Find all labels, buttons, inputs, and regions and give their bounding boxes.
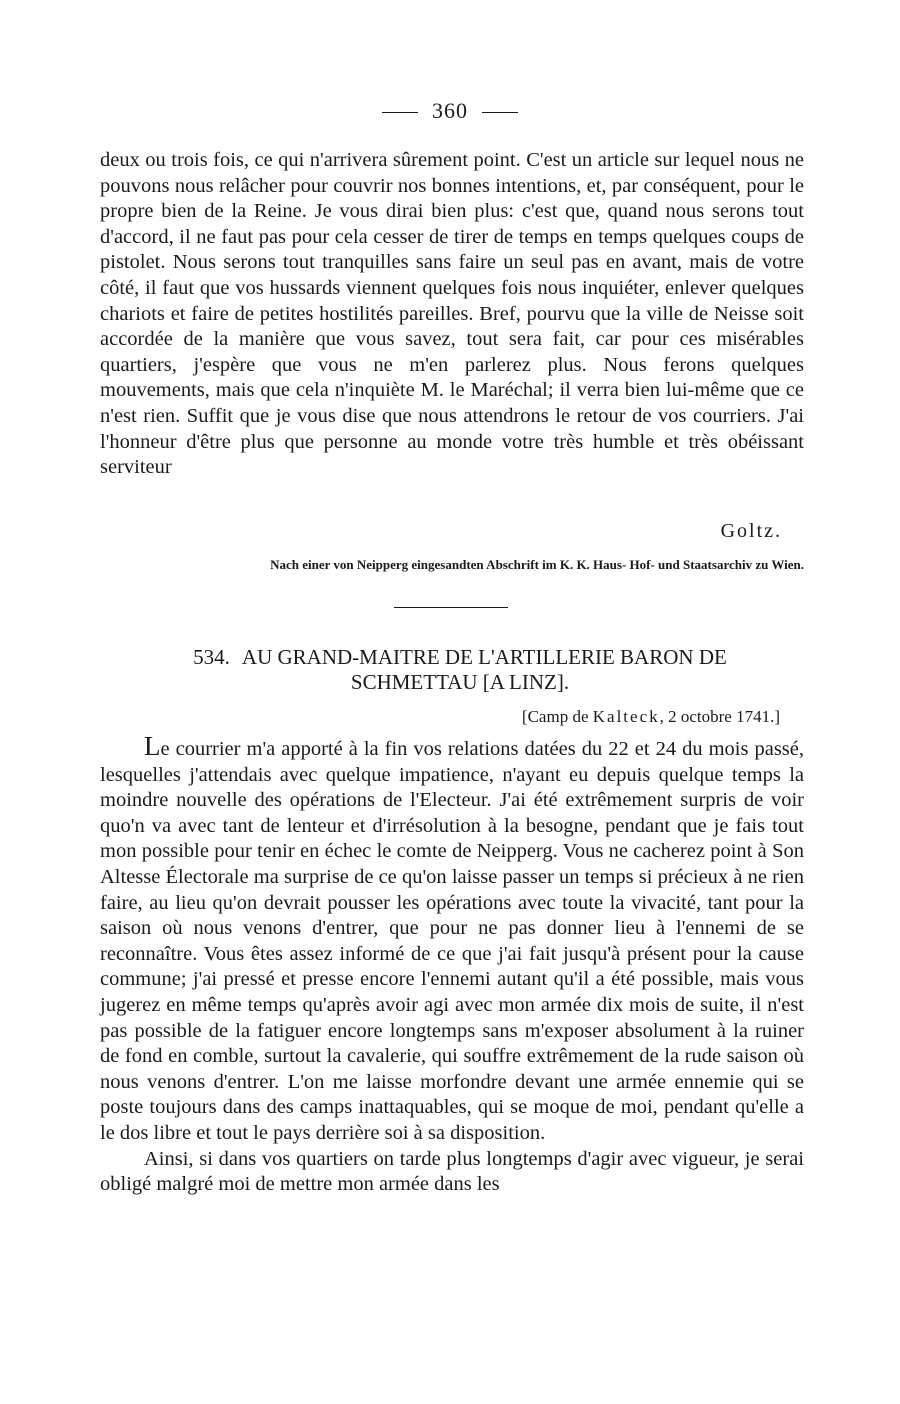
letter-dateline [522,707,780,727]
section-separator [394,607,508,608]
letter-paragraph-1 [100,731,804,1147]
dateline-place: Kalteck [592,707,660,726]
letter-heading-line-2: SCHMETTAU [A LINZ]. [350,670,570,694]
letter-paragraph-2: Ainsi, si dans vos quartiers on tarde plus longtemps d'agir avec vigueur, je serai obligé malgré moi de mettre mon armée dans les [100,1147,804,1196]
letter-heading [130,645,790,695]
continued-paragraph: deux ou trois fois, ce qui n'arrivera sûrement point. C'est un article sur lequel nous ne pouvons nous relâcher pour couvrir nos bonnes intentions, et, par conséquent, pour le propre bien de la Reine. Je vous dirai bien plus: c'est que, quand nous serons tout d'accord, il ne faut pas pour cela cesser de tirer de temps en temps quelques coups de pistolet. Nous serons tout tranquilles sans faire un seul pas en avant, mais de votre côté, il faut que vos hussards viennent quelques fois nous inquiéter, enlever quelques chariots et faire de petites hostilités pareilles. Bref, pourvu que la ville de Neisse soit accordée de la manière que vous savez, tout sera fait, car pour ces misérables quartiers, j'espère que vous ne m'en parlerez plus. Nous ferons quelques mouvements, mais que cela n'inquiète M. le Maréchal; il verra bien lui-même que ce n'est rien. Suffit que je vous dise que nous attendrons le retour de vos courriers. J'ai l'honneur d'être plus que personne au monde votre très humble et très obéissant serviteur [100,149,804,479]
letter-heading-line-1 [130,645,790,670]
page-number-dash-right [482,112,518,113]
letter-body [100,731,804,1198]
source-note: Nach einer von Neipperg eingesandten Abschrift im K. K. Haus- Hof- und Staatsarchiv zu Wien. [270,557,804,572]
dateline-open: [Camp de [521,707,593,726]
letter-initial: L [144,731,161,761]
page-number-header [0,98,900,124]
continued-letter-text [100,148,804,481]
page-number: 360 [432,98,468,123]
letter-number: 534. [193,645,230,669]
letter-paragraph-1-text: e courrier m'a apporté à la fin vos relations datées du 22 et 24 du mois passé, lesquelles j'attendais avec quelque impatience, n'ayant eu depuis quelque temps la moindre nouvelle des opérations de l'Electeur. J'ai été extrêmement surpris de voir quo'n va avec tant de lenteur et d'irrésolution à la besogne, pendant que je fais tout mon possible pour tenir en échec le comte de Neipperg. Vous ne cacherez point à Son Altesse Électorale ma surprise de ce qu'on laisse passer un temps si précieux à ne rien faire, au lieu qu'on devrait pousser les opérations avec toute la vivacité, tant pour la saison où nous venons d'entrer, que pour ne pas donner lieu à l'ennemi de se reconnaître. Vous êtes assez informé de ce que j'ai fait jusqu'à présent pour la cause commune; j'ai pressé et presse encore l'ennemi autant qu'il a été possible, mais vous jugerez en même temps qu'après avoir agi avec mon armée dix mois de suite, il n'est pas possible de la fatiguer encore longtemps sans m'exposer absolument à la ruiner de fond en comble, surtout la cavalerie, qui souffre extrêmement de la rude saison où nous venons d'entrer. L'on me laisse morfondre devant une armée ennemie qui se poste toujours dans des camps inattaquables, qui se moque de moi, pendant qu'elle a le dos libre et tout le pays derrière soi à sa disposition. [100,738,804,1144]
signature: Goltz. [720,520,782,542]
page-number-dash-left [382,112,418,113]
letter-heading-title: AU GRAND-MAITRE DE L'ARTILLERIE BARON DE [241,645,727,669]
dateline-rest: , 2 octobre 1741.] [659,707,780,726]
